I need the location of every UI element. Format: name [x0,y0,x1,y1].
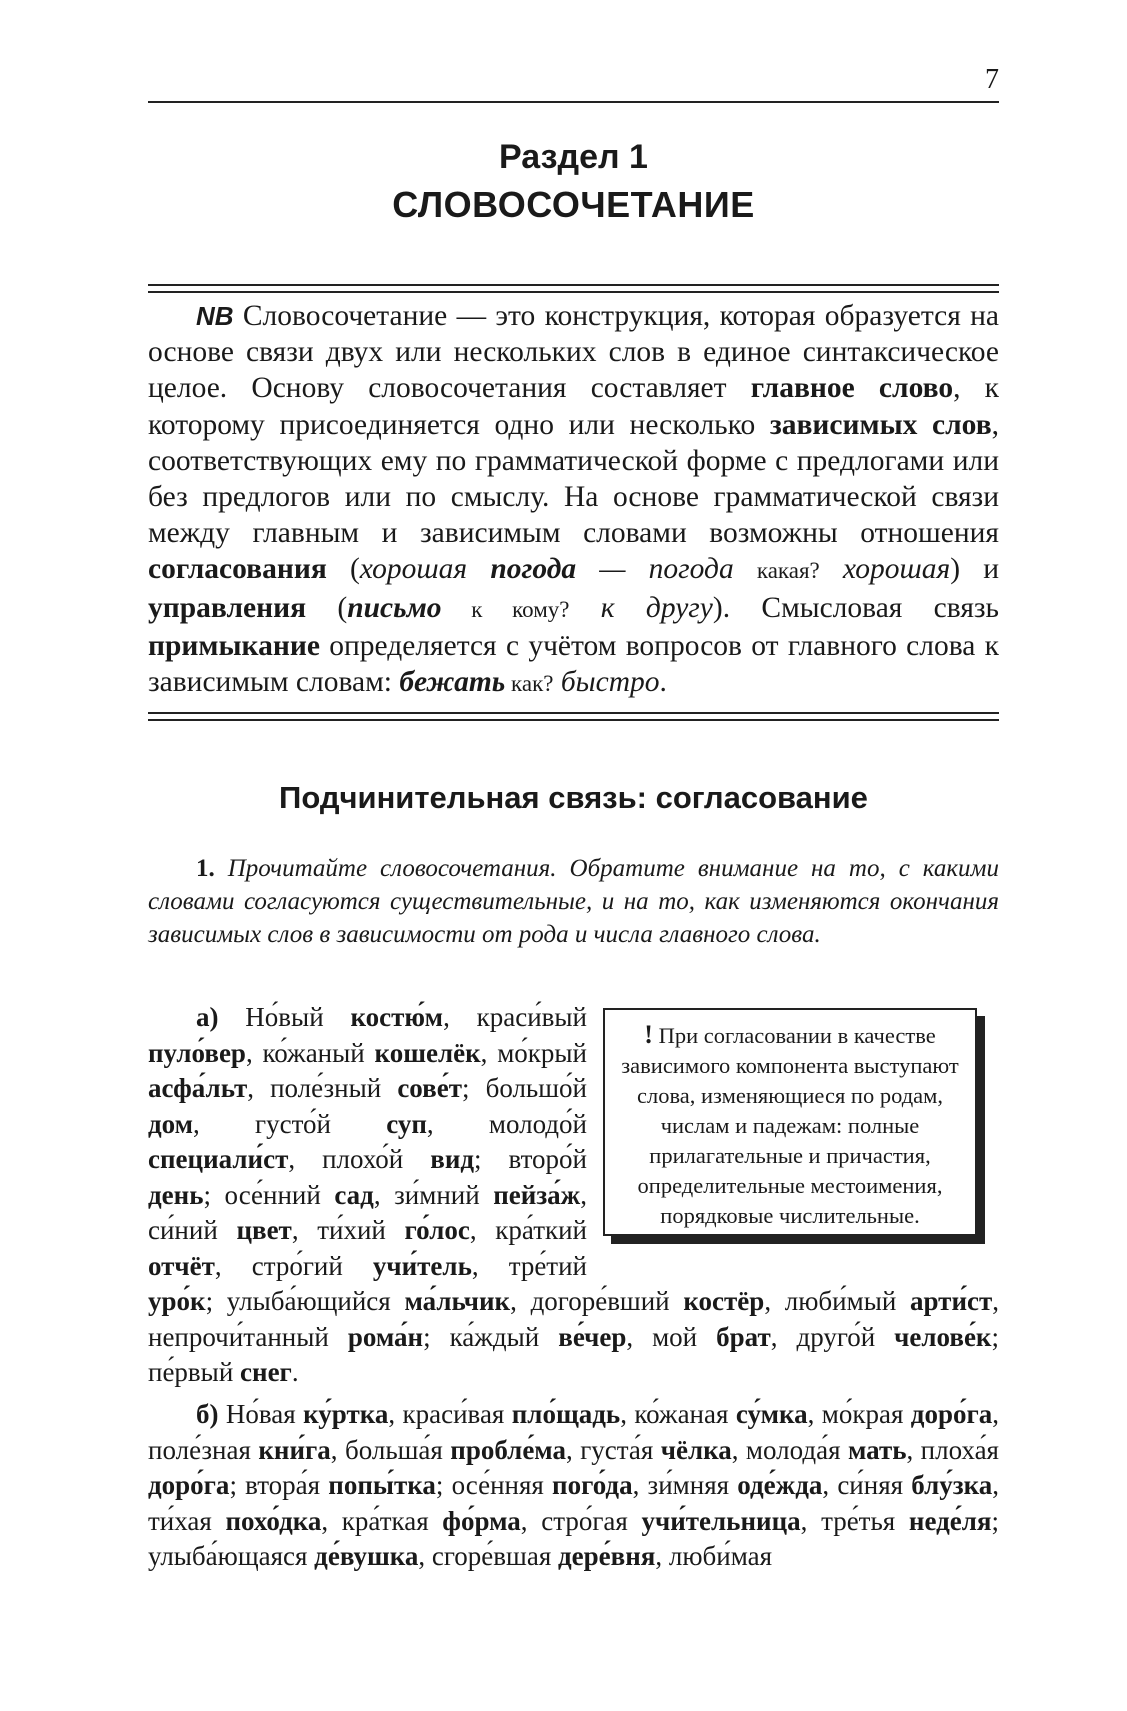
list-b-noun: неде́ля [908,1505,992,1536]
list-a-text: . [291,1357,299,1387]
list-b-noun: пого́да [552,1470,633,1500]
list-a-noun: отчёт [148,1250,215,1281]
list-a-noun: кошелёк [374,1037,481,1068]
list-a-noun: сад [334,1179,374,1210]
list-a-text: , густо́й [193,1108,387,1139]
list-a-noun: го́лос [404,1215,470,1245]
page-number: 7 [985,64,999,95]
list-b-text: , плоха́я [906,1434,999,1465]
list-b-noun: доро́га [148,1470,230,1500]
list-b-text: , тре́тья [800,1505,909,1536]
list-b-text: , ти́хая [148,1470,999,1536]
nb-text: . [659,666,667,699]
list-b-text: , мо́края [807,1399,911,1429]
nb-mark: NB [196,301,234,331]
list-a-noun: суп [386,1108,427,1139]
list-a-noun: ма́льчик [404,1286,511,1316]
section-number: Раздел 1 [499,138,648,176]
list-a-noun: пуло́вер [148,1037,246,1068]
list-a-text: ; пе́рвый [148,1321,999,1387]
nb-example: — погода [576,553,757,586]
nb-definition-block [148,298,999,702]
list-a-text: Но́вый [218,1002,351,1032]
list-b-noun: пло́щадь [511,1399,621,1429]
example-list-b [148,1397,999,1575]
list-b-noun: блу́зка [911,1470,993,1500]
list-a-text: , поле́зный [247,1073,398,1103]
nb-text: ( [326,553,360,586]
list-b-text: , стро́гая [520,1505,642,1536]
subsection-title: Подчинительная связь: согласование [279,780,868,815]
header-rule [148,101,999,103]
list-a-noun: учи́тель [372,1250,472,1281]
list-a-noun: специали́ст [148,1144,289,1174]
list-b-noun: су́мка [735,1399,808,1429]
nb-term-agreement: согласования [148,553,327,586]
list-b-noun: кни́га [258,1434,331,1465]
list-b-text: , густа́я [566,1434,661,1465]
list-a-noun: асфа́льт [148,1073,248,1103]
list-a-noun: а) [196,1002,219,1032]
note-frame [603,1008,977,1236]
nb-text: ) и [950,553,1000,586]
list-b-text: , ко́жаная [620,1399,736,1429]
list-b-text: , люби́мая [655,1541,773,1571]
list-b-text: ; втора́я [229,1470,329,1500]
list-b-text: , поле́зная [148,1399,999,1465]
exercise-number: 1. [196,855,215,882]
list-a-text: , ко́жаный [245,1037,375,1068]
list-b-noun: де́вушка [314,1541,419,1571]
list-a-noun: пейза́ж [493,1179,581,1210]
list-a-noun: вид [430,1144,475,1174]
list-a-noun: челове́к [894,1321,992,1352]
section-heading [148,134,999,230]
nb-example-bold: письмо [347,591,442,624]
section-title: СЛОВОСОЧЕТАНИЕ [392,184,755,225]
list-b-text: , больша́я [330,1434,451,1465]
nb-text: , к которому присоединяется одно или несколько [148,372,999,441]
list-a-noun: день [148,1179,204,1210]
list-a-text: ; второ́й [474,1144,587,1174]
list-a-noun: ве́чер [558,1321,627,1352]
nb-example: к другу [569,591,713,624]
list-a-noun: дом [148,1108,194,1139]
list-b-text: , сгоре́вшая [418,1541,558,1571]
nb-bottom-rule [148,712,999,721]
list-a-noun: уро́к [148,1286,206,1316]
list-b-noun: оде́жда [737,1470,823,1500]
list-a-text: , мой [626,1321,717,1352]
list-a-noun: рома́н [347,1321,424,1352]
nb-example-bold: погода [490,553,577,586]
list-b-noun: доро́га [910,1399,993,1429]
list-b-noun: похо́дка [225,1505,322,1536]
list-a-text: , краси́вый [443,1002,588,1032]
list-b-text: ; осе́нняя [435,1470,553,1500]
example-list-a [148,1000,999,1391]
list-a-text: ; большо́й [461,1073,587,1103]
list-a-text: ; улыба́ющийся [205,1286,405,1316]
nb-question: к кому? [441,596,570,622]
nb-text: ( [306,591,348,624]
list-a-noun: снег [240,1357,292,1387]
list-a-text: , молодо́й [426,1108,587,1139]
nb-example: хорошая [819,553,951,586]
nb-term-main-word: главное слово [750,372,954,405]
list-b-noun: б) [196,1399,219,1429]
list-b-text: , молода́я [731,1434,848,1465]
list-a-text: , друго́й [770,1321,895,1352]
list-a-text: , люби́мый [764,1286,911,1316]
list-a-text: , тре́тий [471,1250,587,1281]
nb-example: быстро [553,666,660,699]
exclamation-icon: ! [644,1020,653,1049]
list-b-text: ; улыба́ющаяся [148,1505,999,1571]
nb-question: какая? [756,558,820,584]
exercise-text: Прочитайте словосочетания. Обратите внимание на то, с какими словами согласуются существительные, и на то, как изменяются окончания зависимых слов в зависимости от рода и числа главного слова. [148,855,999,948]
nb-example: хорошая [359,553,491,586]
nb-question: как? [505,671,554,697]
list-b-noun: пробле́ма [450,1434,567,1465]
nb-term-adjunction: примыкание [148,629,320,662]
list-b-text: Но́вая [218,1399,304,1429]
list-a-text: , догоре́вший [510,1286,684,1316]
list-a-text: , непрочи́танный [148,1286,999,1352]
nb-text: определяется с учётом вопросов от главного слова к зависимым словам: [148,629,999,699]
nb-example-bold: бежать [399,666,506,699]
list-b-noun: учи́тельница [641,1505,801,1536]
nb-text: ). Смысловая связь [712,591,999,624]
list-b-noun: мать [847,1434,907,1465]
list-b-noun: дере́вня [557,1541,656,1571]
list-a-noun: цвет [236,1215,292,1245]
list-b-text: , кра́ткая [321,1505,443,1536]
list-b-text: , краси́вая [388,1399,512,1429]
list-a-text: , мо́крый [480,1037,587,1068]
list-b-text: , си́няя [822,1470,912,1500]
list-b-text: , зи́мняя [632,1470,738,1500]
list-a-noun: костёр [683,1286,765,1316]
nb-text: , соответствующих ему по грамматической форме с предлогами или без предлогов или по смыслу. На основе грамматической связи между главным и зависимым словами возможны отношения [148,408,999,550]
list-a-text: , зи́мний [373,1179,494,1210]
list-a-noun: арти́ст [910,1286,993,1316]
list-b-noun: попы́тка [328,1470,436,1500]
nb-term-government: управления [148,591,307,624]
exercise-instruction [148,852,999,951]
list-a-text: , си́ний [148,1179,587,1245]
list-a-noun: брат [716,1321,771,1352]
note-text: При согласовании в качестве зависимого компонента выступают слова, изменяющиеся по родам, числам и падежам: полные прилагательные и причастия, определительные местоимения, порядковые числительные. [621,1023,959,1228]
list-a-noun: сове́т [397,1073,462,1103]
nb-text: Словосочетание — это конструкция, которая образуется на основе связи двух или нескольких слов в единое синтаксическое целое. Основу словосочетания составляет [148,300,999,405]
list-a-text: , плохо́й [288,1144,431,1174]
list-b-noun: фо́рма [442,1505,521,1536]
note-box [603,1008,999,1258]
list-a-text: ; ка́ждый [423,1321,559,1352]
list-a-text: , ти́хий [291,1215,405,1245]
list-a-text: , кра́ткий [469,1215,588,1245]
list-a-text: ; осе́нний [203,1179,335,1210]
nb-term-dependent-words: зависимых слов [769,408,992,441]
list-b-noun: чёлка [660,1434,732,1465]
list-a-noun: костю́м [350,1002,444,1032]
list-b-noun: ку́ртка [303,1399,389,1429]
list-a-text: , стро́гий [214,1250,373,1281]
nb-top-rule [148,284,999,293]
